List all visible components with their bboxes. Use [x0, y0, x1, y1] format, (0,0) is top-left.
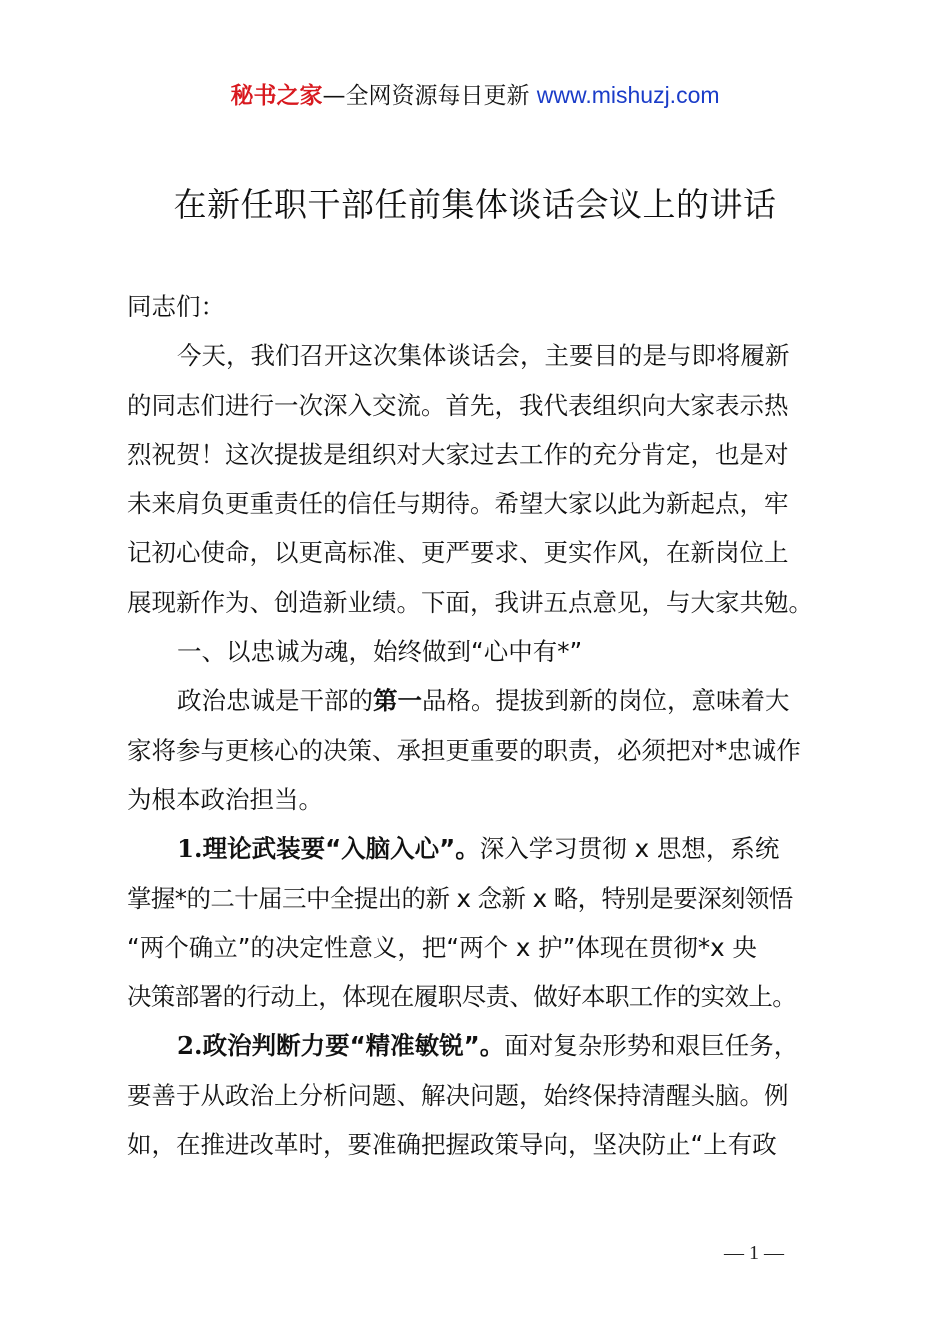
intro-line-6: 展现新作为、创造新业绩。下面，我讲五点意见，与大家共勉。 [127, 587, 813, 617]
point-2-line-1 [127, 1021, 833, 1070]
point-1-text: 深入学习贯彻 x 思想，系统 [479, 834, 780, 864]
point-1-line-4: 决策部署的行动上，体现在履职尽责、做好本职工作的实效上。 [127, 982, 797, 1012]
section-1-lead-text: 政治忠诚是干部的 [177, 686, 373, 716]
section-1-paragraph-line-3: 为根本政治担当。 [127, 784, 323, 814]
site-header [0, 78, 950, 113]
point-2-text: 面对复杂形势和艰巨任务， [504, 1031, 799, 1061]
point-1-number: 1. [177, 834, 203, 864]
intro-line-3: 烈祝贺！这次提拔是组织对大家过去工作的充分肯定，也是对 [127, 439, 789, 469]
point-2-line-3: 如，在推进改革时，要准确把握政策导向，坚决防止“上有政 [127, 1130, 777, 1160]
section-1-bold-text: 第一 [373, 686, 422, 716]
point-2-line-2: 要善于从政治上分析问题、解决问题，始终保持清醒头脑。例 [127, 1080, 789, 1110]
section-1-rest-text: 品格。提拔到新的岗位，意味着大 [422, 686, 790, 716]
document-body [127, 282, 833, 1169]
section-1-paragraph-line-1 [127, 676, 833, 725]
site-url-link[interactable]: www.mishuzj.com [536, 82, 720, 108]
point-1-line-2: 掌握*的二十届三中全提出的新 x 念新 x 略，特别是要深刻领悟 [127, 883, 793, 913]
point-1-heading: 理论武装要“入脑入心”。 [202, 834, 480, 864]
section-1-heading: 一、以忠诚为魂，始终做到“心中有*” [177, 637, 583, 667]
point-1-line-3: “两个确立”的决定性意义，把“两个 x 护”体现在贯彻*x 央 [127, 932, 757, 962]
intro-line-5: 记初心使命，以更高标准、更严要求、更实作风，在新岗位上 [127, 538, 789, 568]
page-number: — 1 — [724, 1242, 784, 1264]
greeting: 同志们： [127, 292, 225, 321]
document-title: 在新任职干部任前集体谈话会议上的讲话 [173, 185, 777, 224]
point-2-number: 2. [177, 1031, 203, 1061]
intro-line-2: 的同志们进行一次深入交流。首先，我代表组织向大家表示热 [127, 390, 789, 420]
intro-line-4: 未来肩负更重责任的信任与期待。希望大家以此为新起点，牢 [127, 489, 789, 519]
point-1-line-1 [127, 824, 833, 873]
brand-name: 秘书之家 [230, 83, 323, 109]
point-2-heading: 政治判断力要“精准敏锐”。 [202, 1031, 505, 1061]
intro-line-1: 今天，我们召开这次集体谈话会，主要目的是与即将履新 [177, 341, 790, 371]
header-slogan: —全网资源每日更新 [322, 83, 530, 109]
section-1-paragraph-line-2: 家将参与更核心的决策、承担更重要的职责，必须把对*忠诚作 [127, 735, 801, 765]
